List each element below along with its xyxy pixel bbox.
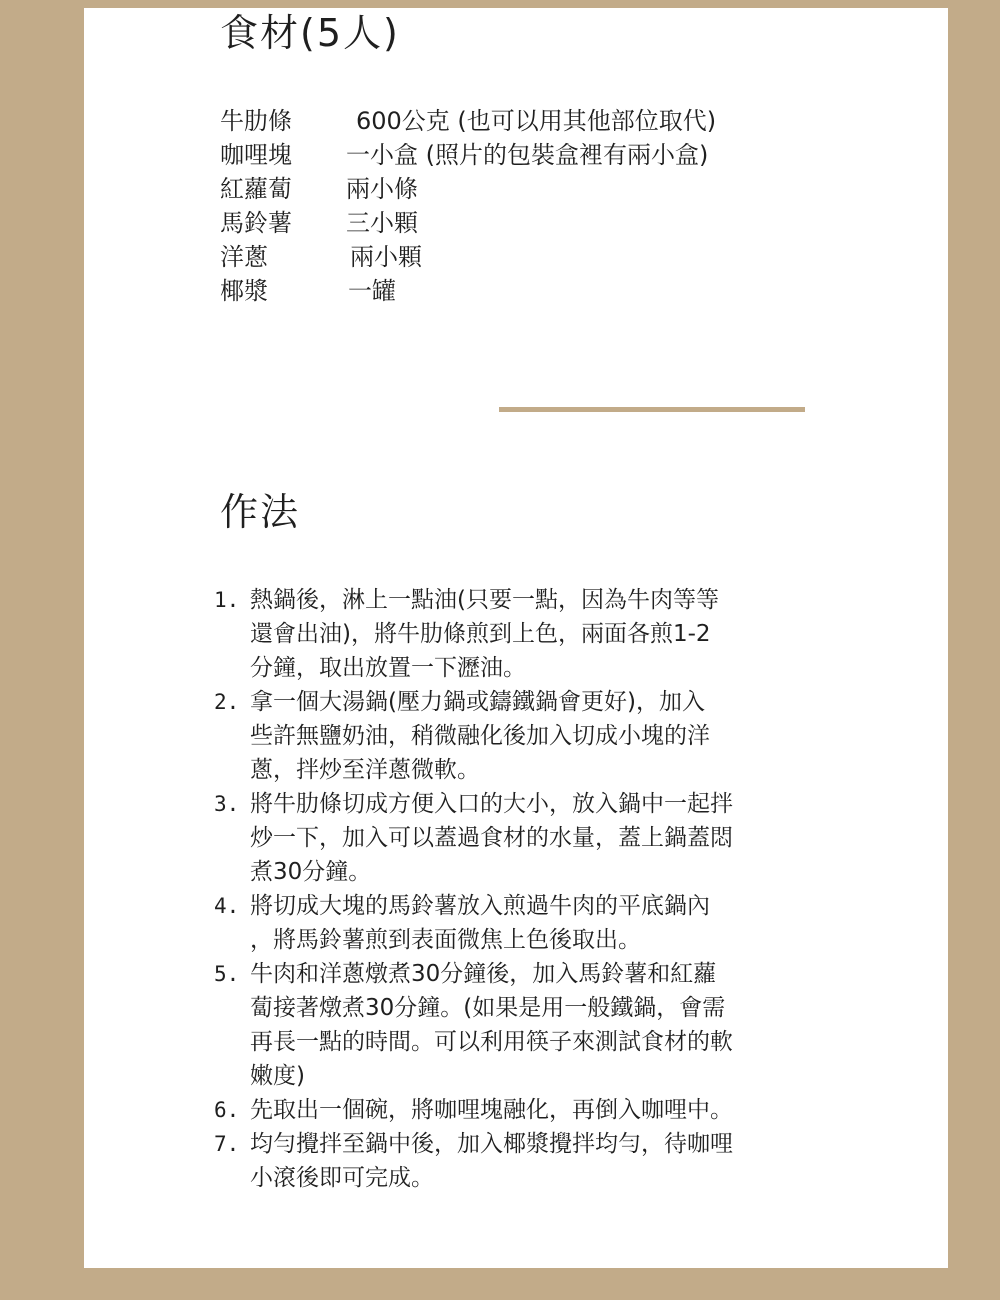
step-number: 4. — [214, 894, 240, 918]
ingredient-item — [220, 172, 716, 206]
step-text-line: ，將馬鈴薯煎到表面微焦上色後取出。 — [250, 927, 641, 953]
method-step — [214, 957, 840, 1093]
ingredient-name: 牛肋條 — [220, 107, 292, 135]
ingredient-amount: 兩小條 — [346, 175, 418, 203]
step-text-line: 再長一點的時間。可以利用筷子來測試食材的軟 — [250, 1029, 733, 1055]
step-text-line: 煮30分鐘。 — [250, 859, 372, 885]
step-text-line: 熱鍋後，淋上一點油(只要一點，因為牛肉等等 — [250, 587, 719, 613]
step-number: 1. — [214, 588, 240, 612]
ingredient-amount: 一小盒 (照片的包裝盒裡有兩小盒) — [346, 141, 709, 169]
ingredient-name: 椰漿 — [220, 277, 268, 305]
step-text-line: 些許無鹽奶油，稍微融化後加入切成小塊的洋 — [250, 723, 710, 749]
ingredient-amount: 一罐 — [348, 277, 396, 305]
step-text-line: 將切成大塊的馬鈴薯放入煎過牛肉的平底鍋內 — [250, 893, 710, 919]
step-text-line: 先取出一個碗，將咖哩塊融化，再倒入咖哩中。 — [250, 1097, 733, 1123]
method-step — [214, 1093, 840, 1127]
method-steps — [214, 583, 840, 1195]
step-text-line: 拿一個大湯鍋(壓力鍋或鑄鐵鍋會更好)，加入 — [250, 689, 705, 715]
method-title: 作法 — [220, 490, 301, 534]
method-step — [214, 583, 840, 685]
ingredient-amount: 兩小顆 — [350, 243, 422, 271]
step-text-line: 蔔接著燉煮30分鐘。(如果是用一般鐵鍋，會需 — [250, 995, 726, 1021]
ingredients-title: 食材(5人) — [220, 11, 400, 55]
ingredient-item — [220, 206, 716, 240]
ingredient-item — [220, 240, 716, 274]
step-text-line: 均勻攪拌至鍋中後，加入椰漿攪拌均勻，待咖哩 — [250, 1131, 733, 1157]
step-number: 7. — [214, 1132, 240, 1156]
step-text-line: 分鐘，取出放置一下瀝油。 — [250, 655, 526, 681]
step-number: 3. — [214, 792, 240, 816]
ingredient-name: 咖哩塊 — [220, 141, 292, 169]
section-divider — [499, 407, 805, 412]
method-step — [214, 1127, 840, 1195]
step-text-line: 炒一下，加入可以蓋過食材的水量，蓋上鍋蓋悶 — [250, 825, 733, 851]
step-text-line: 嫩度) — [250, 1063, 305, 1089]
ingredient-name: 馬鈴薯 — [220, 209, 292, 237]
step-text-line: 小滾後即可完成。 — [250, 1165, 434, 1191]
method-step — [214, 787, 840, 889]
ingredient-name: 洋蔥 — [220, 243, 268, 271]
ingredient-list — [220, 104, 716, 308]
step-text-line: 牛肉和洋蔥燉煮30分鐘後，加入馬鈴薯和紅蘿 — [250, 961, 717, 987]
recipe-page — [84, 8, 948, 1268]
ingredient-item — [220, 104, 716, 138]
step-number: 6. — [214, 1098, 240, 1122]
method-step — [214, 889, 840, 957]
step-text-line: 將牛肋條切成方便入口的大小，放入鍋中一起拌 — [250, 791, 733, 817]
ingredient-amount: 600公克 (也可以用其他部位取代) — [356, 107, 717, 135]
step-text-line: 還會出油)，將牛肋條煎到上色，兩面各煎1-2 — [250, 621, 711, 647]
method-step — [214, 685, 840, 787]
ingredient-item — [220, 138, 716, 172]
ingredient-amount: 三小顆 — [346, 209, 418, 237]
step-number: 2. — [214, 690, 240, 714]
step-number: 5. — [214, 962, 240, 986]
ingredient-name: 紅蘿蔔 — [220, 175, 292, 203]
step-text-line: 蔥，拌炒至洋蔥微軟。 — [250, 757, 480, 783]
ingredient-item — [220, 274, 716, 308]
